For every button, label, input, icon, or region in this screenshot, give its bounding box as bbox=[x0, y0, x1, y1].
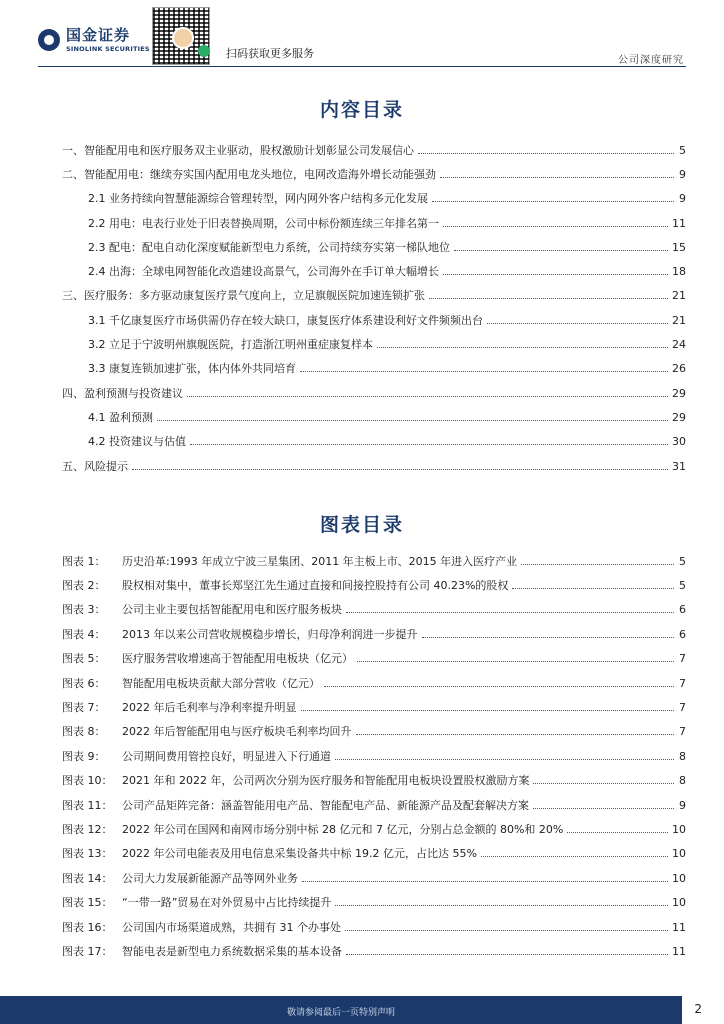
page-header bbox=[0, 0, 724, 66]
figure-entry-page: 6 bbox=[679, 603, 686, 617]
toc-entry-text: 四、盈利预测与投资建议 bbox=[62, 386, 183, 400]
dot-leader bbox=[432, 201, 674, 202]
figure-entry-text: 智能配用电板块贡献大部分营收（亿元） bbox=[122, 676, 320, 690]
figure-entry-label: 图表 15： bbox=[62, 896, 113, 910]
toc-entry[interactable] bbox=[62, 138, 686, 162]
toc-entry[interactable] bbox=[62, 430, 686, 454]
toc-entry[interactable] bbox=[62, 308, 686, 332]
figure-entry-label: 图表 13： bbox=[62, 847, 113, 861]
dot-leader bbox=[533, 783, 674, 784]
toc-entry-page: 21 bbox=[672, 289, 686, 303]
figure-entry[interactable] bbox=[62, 720, 686, 744]
figure-entry[interactable] bbox=[62, 769, 686, 793]
toc-entry-text: 3.2 立足于宁波明州旗舰医院，打造浙江明州重症康复样本 bbox=[88, 338, 373, 352]
toc-entry[interactable] bbox=[62, 332, 686, 356]
figure-entry-label: 图表 5： bbox=[62, 652, 106, 666]
dot-leader bbox=[422, 637, 675, 638]
figure-entry-label: 图表 4： bbox=[62, 627, 106, 641]
toc-entry[interactable] bbox=[62, 235, 686, 259]
toc-entry-text: 二、智能配用电：继续夯实国内配用电龙头地位，电网改造海外增长动能强劲 bbox=[62, 167, 436, 181]
dot-leader bbox=[157, 420, 668, 421]
dot-leader bbox=[429, 298, 668, 299]
figure-entry-label: 图表 9： bbox=[62, 749, 106, 763]
figure-entry-label: 图表 10： bbox=[62, 774, 113, 788]
dot-leader bbox=[567, 832, 668, 833]
dot-leader bbox=[443, 274, 668, 275]
dot-leader bbox=[356, 734, 675, 735]
toc-entry-page: 18 bbox=[672, 265, 686, 279]
toc-entry-page: 24 bbox=[672, 338, 686, 352]
toc-entry[interactable] bbox=[62, 259, 686, 283]
figure-entry-label: 图表 16： bbox=[62, 920, 113, 934]
figure-entry[interactable] bbox=[62, 647, 686, 671]
toc-entry[interactable] bbox=[62, 284, 686, 308]
figure-entry[interactable] bbox=[62, 598, 686, 622]
toc-entry[interactable] bbox=[62, 162, 686, 186]
figure-entry[interactable] bbox=[62, 939, 686, 963]
figure-entry[interactable] bbox=[62, 817, 686, 841]
figure-entry-label: 图表 8： bbox=[62, 725, 106, 739]
figure-entry[interactable] bbox=[62, 695, 686, 719]
dot-leader bbox=[301, 710, 675, 711]
toc-entry-page: 29 bbox=[672, 410, 686, 424]
toc-entry[interactable] bbox=[62, 381, 686, 405]
toc-entry-text: 2.2 用电：电表行业处于旧表替换周期，公司中标份额连续三年排名第一 bbox=[88, 216, 439, 230]
figure-entry-text: 2022 年后毛利率与净利率提升明显 bbox=[122, 701, 297, 715]
figure-entry-text: 公司主业主要包括智能配用电和医疗服务板块 bbox=[122, 603, 342, 617]
company-logo bbox=[38, 28, 150, 53]
figure-entry-text: 公司国内市场渠道成熟，共拥有 31 个办事处 bbox=[122, 920, 341, 934]
qr-logo-icon bbox=[172, 27, 194, 49]
dot-leader bbox=[533, 808, 674, 809]
dot-leader bbox=[418, 153, 674, 154]
dot-leader bbox=[335, 759, 674, 760]
toc-entry[interactable] bbox=[62, 405, 686, 429]
dot-leader bbox=[443, 226, 668, 227]
toc-title: 内容目录 bbox=[319, 99, 404, 121]
figure-entry-label: 图表 17： bbox=[62, 944, 113, 958]
document-type: 公司深度研究 bbox=[618, 55, 684, 66]
toc-entry-text: 五、风险提示 bbox=[62, 459, 128, 473]
figure-entry[interactable] bbox=[62, 793, 686, 817]
dot-leader bbox=[300, 371, 668, 372]
figure-entry-page: 5 bbox=[679, 554, 686, 568]
figure-entry-page: 10 bbox=[672, 847, 686, 861]
figure-entry-page: 7 bbox=[679, 725, 686, 739]
scan-prompt: 扫码获取更多服务 bbox=[226, 47, 314, 60]
figure-entry-label: 图表 6： bbox=[62, 676, 106, 690]
figure-entry-page: 10 bbox=[672, 871, 686, 885]
toc-entry[interactable] bbox=[62, 454, 686, 478]
figure-entry-page: 7 bbox=[679, 676, 686, 690]
header-divider bbox=[38, 66, 686, 67]
figure-entry-label: 图表 14： bbox=[62, 871, 113, 885]
logo-name-cn: 国金证券 bbox=[66, 26, 131, 44]
figure-entry-label: 图表 2： bbox=[62, 579, 106, 593]
toc-entry-page: 15 bbox=[672, 240, 686, 254]
toc-entry-page: 31 bbox=[672, 459, 686, 473]
figure-entry[interactable] bbox=[62, 573, 686, 597]
wechat-badge-icon bbox=[198, 45, 210, 57]
toc-entry-text: 4.1 盈利预测 bbox=[88, 410, 153, 424]
figure-entry-text: 公司产品矩阵完备：涵盖智能用电产品、智能配电产品、新能源产品及配套解决方案 bbox=[122, 798, 529, 812]
toc-entry-page: 9 bbox=[679, 192, 686, 206]
figure-entry-page: 6 bbox=[679, 627, 686, 641]
dot-leader bbox=[335, 905, 668, 906]
toc-entry-text: 三、医疗服务：多方驱动康复医疗景气度向上，立足旗舰医院加速连锁扩张 bbox=[62, 289, 425, 303]
toc-entry-page: 30 bbox=[672, 435, 686, 449]
toc-entry[interactable] bbox=[62, 187, 686, 211]
toc-entry-text: 2.3 配电：配电自动化深度赋能新型电力系统，公司持续夯实第一梯队地位 bbox=[88, 240, 450, 254]
figure-entry-page: 11 bbox=[672, 920, 686, 934]
figure-entry-page: 7 bbox=[679, 701, 686, 715]
figure-entry[interactable] bbox=[62, 842, 686, 866]
figure-entry-label: 图表 1： bbox=[62, 554, 106, 568]
figure-entry-text: 智能电表是新型电力系统数据采集的基本设备 bbox=[122, 944, 342, 958]
toc-entry-page: 26 bbox=[672, 362, 686, 376]
figure-entry-label: 图表 7： bbox=[62, 701, 106, 715]
figure-entry[interactable] bbox=[62, 915, 686, 939]
figure-entry-text: 2013 年以来公司营收规模稳步增长，归母净利润进一步提升 bbox=[122, 627, 418, 641]
figure-entry-text: “一带一路”贸易在对外贸易中占比持续提升 bbox=[122, 896, 332, 910]
disclaimer-note: 敬请参阅最后一页特别声明 bbox=[286, 1008, 395, 1018]
figure-entry[interactable] bbox=[62, 866, 686, 890]
figure-entry-page: 11 bbox=[672, 944, 686, 958]
toc-entry-text: 3.1 千亿康复医疗市场供需仍存在较大缺口，康复医疗体系建设利好文件频频出台 bbox=[88, 313, 483, 327]
dot-leader bbox=[345, 930, 668, 931]
figure-entry-text: 股权相对集中，董事长郑坚江先生通过直接和间接控股持有公司 40.23%的股权 bbox=[122, 579, 509, 593]
toc-entry[interactable] bbox=[62, 211, 686, 235]
figure-entry-page: 8 bbox=[679, 774, 686, 788]
figure-entry-page: 8 bbox=[679, 749, 686, 763]
toc-entry-page: 9 bbox=[679, 167, 686, 181]
figure-entry[interactable] bbox=[62, 744, 686, 768]
toc-entry-page: 29 bbox=[672, 386, 686, 400]
figure-entry-page: 10 bbox=[672, 822, 686, 836]
dot-leader bbox=[346, 612, 674, 613]
toc-entry-text: 3.3 康复连锁加速扩张，体内体外共同培育 bbox=[88, 362, 296, 376]
toc-entry-page: 5 bbox=[679, 143, 686, 157]
figure-entry-page: 10 bbox=[672, 896, 686, 910]
dot-leader bbox=[190, 444, 668, 445]
toc-entry-page: 21 bbox=[672, 313, 686, 327]
dot-leader bbox=[512, 588, 674, 589]
logo-icon bbox=[38, 29, 60, 51]
figure-entry-label: 图表 3： bbox=[62, 603, 106, 617]
figure-entry-page: 9 bbox=[679, 798, 686, 812]
figure-entry[interactable] bbox=[62, 671, 686, 695]
dot-leader bbox=[521, 564, 674, 565]
figure-entry-text: 2022 年后智能配用电与医疗板块毛利率均回升 bbox=[122, 725, 352, 739]
page-footer bbox=[0, 996, 724, 1024]
table-of-contents bbox=[62, 138, 686, 478]
figure-list-title: 图表目录 bbox=[319, 514, 404, 536]
dot-leader bbox=[132, 469, 668, 470]
figure-entry[interactable] bbox=[62, 622, 686, 646]
toc-entry[interactable] bbox=[62, 357, 686, 381]
dot-leader bbox=[440, 177, 674, 178]
figure-entry-text: 2022 年公司电能表及用电信息采集设备共中标 19.2 亿元，占比达 55% bbox=[122, 847, 477, 861]
figure-entry-label: 图表 11： bbox=[62, 798, 113, 812]
figure-entry-page: 5 bbox=[679, 579, 686, 593]
figure-entry-text: 2021 年和 2022 年，公司两次分别为医疗服务和智能配用电板块设置股权激励方案 bbox=[122, 774, 530, 788]
figure-entry[interactable] bbox=[62, 549, 686, 573]
dot-leader bbox=[324, 686, 674, 687]
figure-list bbox=[62, 549, 686, 964]
figure-entry-text: 公司大力发展新能源产品等网外业务 bbox=[122, 871, 298, 885]
figure-entry-text: 历史沿革:1993 年成立宁波三星集团、2011 年主板上市、2015 年进入医疗产业 bbox=[122, 554, 518, 568]
toc-entry-page: 11 bbox=[672, 216, 686, 230]
figure-entry-text: 2022 年公司在国网和南网市场分别中标 28 亿元和 7 亿元，分别占总金额的 80%和 20% bbox=[122, 822, 564, 836]
toc-entry-text: 4.2 投资建议与估值 bbox=[88, 435, 186, 449]
dot-leader bbox=[187, 396, 668, 397]
page-number: 2 bbox=[694, 1002, 702, 1016]
figure-entry-page: 7 bbox=[679, 652, 686, 666]
toc-entry-text: 2.4 出海：全球电网智能化改造建设高景气，公司海外在手订单大幅增长 bbox=[88, 265, 439, 279]
toc-entry-text: 一、智能配用电和医疗服务双主业驱动，股权激励计划彰显公司发展信心 bbox=[62, 143, 414, 157]
dot-leader bbox=[357, 661, 674, 662]
figure-entry-label: 图表 12： bbox=[62, 822, 113, 836]
dot-leader bbox=[346, 954, 668, 955]
logo-name-en: SINOLINK SECURITIES bbox=[66, 45, 150, 53]
toc-entry-text: 2.1 业务持续向智慧能源综合管理转型，网内网外客户结构多元化发展 bbox=[88, 192, 428, 206]
dot-leader bbox=[481, 856, 668, 857]
dot-leader bbox=[377, 347, 668, 348]
dot-leader bbox=[487, 323, 668, 324]
figure-entry-text: 公司期间费用管控良好，明显进入下行通道 bbox=[122, 749, 331, 763]
dot-leader bbox=[454, 250, 668, 251]
figure-entry[interactable] bbox=[62, 890, 686, 914]
dot-leader bbox=[302, 881, 668, 882]
figure-entry-text: 医疗服务营收增速高于智能配用电板块（亿元） bbox=[122, 652, 353, 666]
